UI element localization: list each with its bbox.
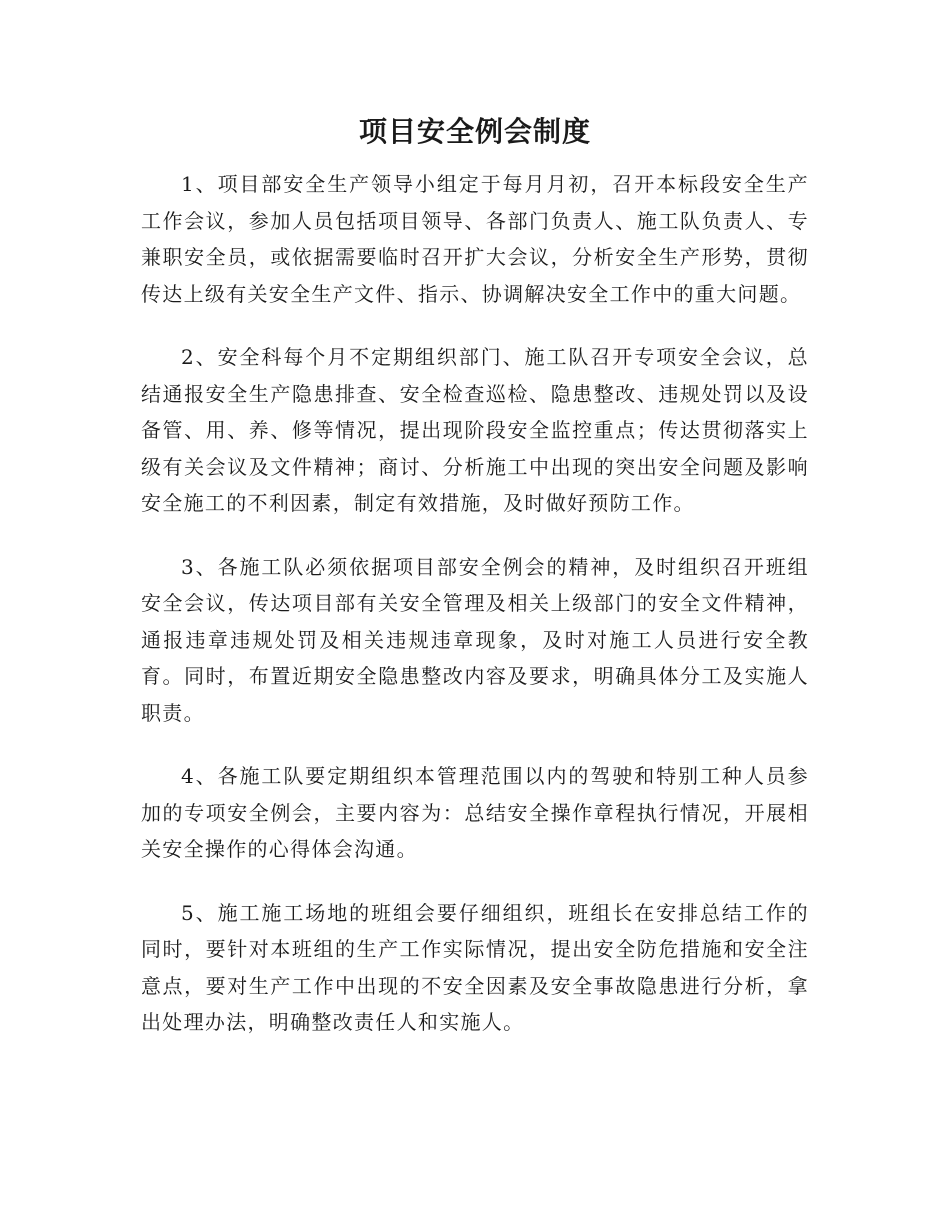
paragraph-3: 3、各施工队必须依据项目部安全例会的精神，及时组织召开班组安全会议，传达项目部有关安全管理及相关上级部门的安全文件精神，通报违章违规处罚及相关违规违章现象，及时对施工人员进行安全教育。同时，布置近期安全隐患整改内容及要求，明确具体分工及实施人职责。 <box>141 554 809 725</box>
paragraph-2: 2、安全科每个月不定期组织部门、施工队召开专项安全会议，总结通报安全生产隐患排查、安全检查巡检、隐患整改、违规处罚以及设备管、用、养、修等情况，提出现阶段安全监控重点；传达贯彻落实上级有关会议及文件精神；商讨、分析施工中出现的突出安全问题及影响安全施工的不利因素，制定有效措施，及时做好预防工作。 <box>141 345 809 515</box>
paragraph-1: 1、项目部安全生产领导小组定于每月月初，召开本标段安全生产工作会议，参加人员包括项目领导、各部门负责人、施工队负责人、专兼职安全员，或依据需要临时召开扩大会议，分析安全生产形势，贯彻传达上级有关安全生产文件、指示、协调解决安全工作中的重大问题。 <box>141 172 809 306</box>
paragraph-5: 5、施工施工场地的班组会要仔细组织，班组长在安排总结工作的同时，要针对本班组的生产工作实际情况，提出安全防危措施和安全注意点，要对生产工作中出现的不安全因素及安全事故隐患进行分析，拿出处理办法，明确整改责任人和实施人。 <box>141 900 809 1034</box>
document-title: 项目安全例会制度 <box>358 115 591 148</box>
paragraph-4: 4、各施工队要定期组织本管理范围以内的驾驶和特别工种人员参加的专项安全例会，主要内容为：总结安全操作章程执行情况，开展相关安全操作的心得体会沟通。 <box>141 764 809 861</box>
document-body <box>141 166 809 1068</box>
